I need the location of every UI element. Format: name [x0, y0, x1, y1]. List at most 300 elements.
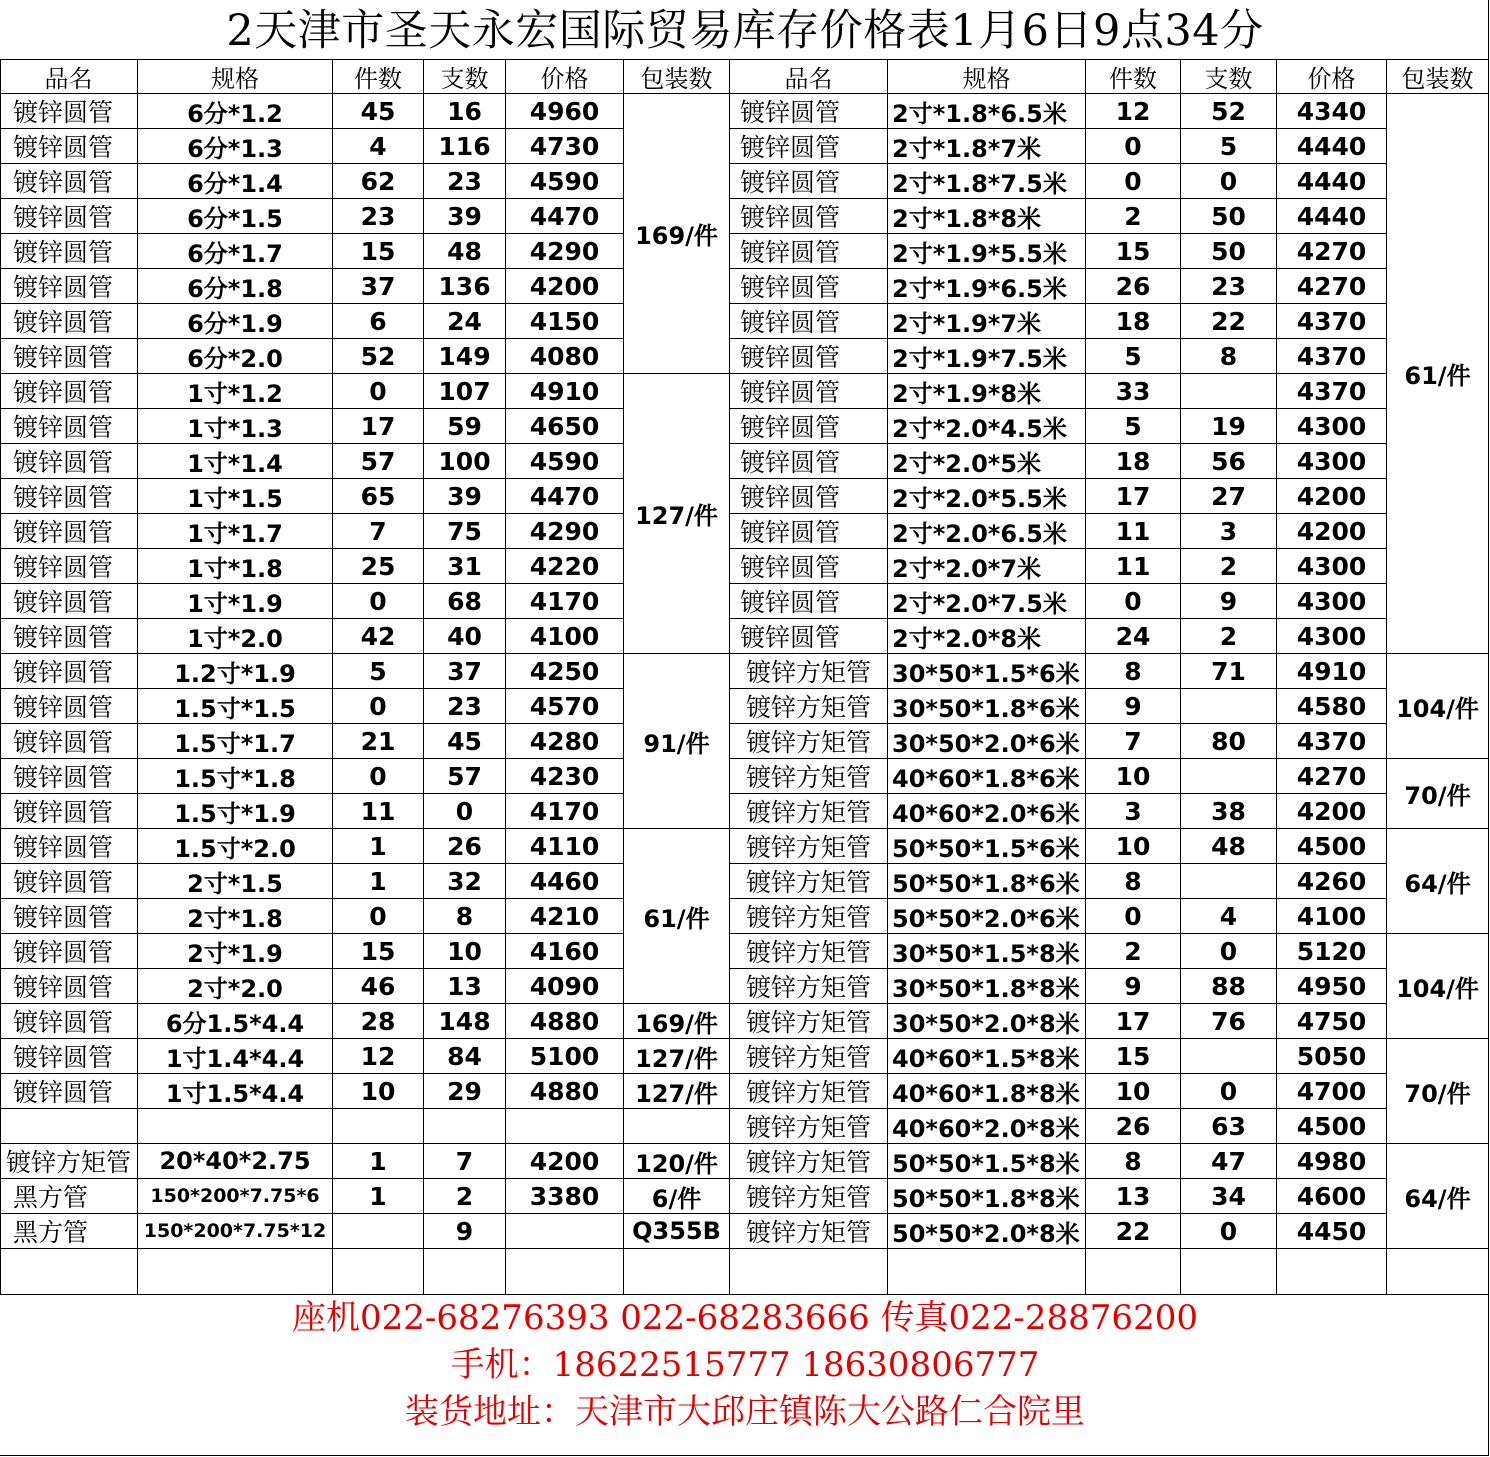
left-pack-count: 127/件 [624, 1039, 730, 1074]
right-stick-count: 88 [1181, 969, 1277, 1004]
right-piece-count: 13 [1086, 1179, 1181, 1214]
contact-footer [0, 1295, 1490, 1456]
left-piece-count: 65 [333, 479, 424, 514]
right-product-name: 镀锌方矩管 [730, 829, 888, 864]
right-piece-count: 15 [1086, 1039, 1181, 1074]
left-piece-count: 37 [333, 269, 424, 304]
left-product-name: 镀锌圆管 [0, 864, 138, 899]
empty-cell [1181, 1249, 1277, 1295]
header-left-stick-count: 支数 [424, 59, 506, 94]
left-price: 4210 [506, 899, 624, 934]
empty-cell [333, 1249, 424, 1295]
right-price: 4950 [1277, 969, 1387, 1004]
left-piece-count: 10 [333, 1074, 424, 1109]
left-product-name: 镀锌圆管 [0, 199, 138, 234]
left-piece-count: 17 [333, 409, 424, 444]
right-product-name: 镀锌圆管 [730, 304, 888, 339]
right-spec: 2寸*1.9*5.5米 [888, 234, 1086, 269]
left-stick-count: 59 [424, 409, 506, 444]
left-stick-count: 45 [424, 724, 506, 759]
right-stick-count: 50 [1181, 199, 1277, 234]
left-price: 4080 [506, 339, 624, 374]
right-piece-count: 8 [1086, 864, 1181, 899]
left-pack-count: Q355B [624, 1214, 730, 1249]
right-product-name: 镀锌方矩管 [730, 934, 888, 969]
right-stick-count: 0 [1181, 1074, 1277, 1109]
left-product-name: 镀锌圆管 [0, 94, 138, 129]
left-piece-count: 1 [333, 864, 424, 899]
left-pack-count: 127/件 [624, 374, 730, 654]
right-product-name: 镀锌圆管 [730, 339, 888, 374]
right-stick-count: 2 [1181, 549, 1277, 584]
right-product-name: 镀锌方矩管 [730, 864, 888, 899]
left-product-name: 镀锌圆管 [0, 304, 138, 339]
right-spec: 2寸*1.8*7.5米 [888, 164, 1086, 199]
left-pack-count: 91/件 [624, 654, 730, 829]
left-product-name: 镀锌圆管 [0, 619, 138, 654]
left-price: 4960 [506, 94, 624, 129]
left-pack-count: 127/件 [624, 1074, 730, 1109]
right-price: 4260 [1277, 864, 1387, 899]
right-price: 4450 [1277, 1214, 1387, 1249]
right-stick-count: 0 [1181, 1214, 1277, 1249]
right-product-name: 镀锌方矩管 [730, 899, 888, 934]
header-left-product-name: 品名 [0, 59, 138, 94]
right-price: 4270 [1277, 269, 1387, 304]
left-piece-count: 52 [333, 339, 424, 374]
right-piece-count: 10 [1086, 1074, 1181, 1109]
right-product-name: 镀锌方矩管 [730, 969, 888, 1004]
left-spec: 2寸*2.0 [138, 969, 333, 1004]
left-product-name: 镀锌圆管 [0, 584, 138, 619]
right-piece-count: 0 [1086, 129, 1181, 164]
right-product-name: 镀锌方矩管 [730, 759, 888, 794]
right-stick-count: 0 [1181, 934, 1277, 969]
right-spec: 50*50*2.0*8米 [888, 1214, 1086, 1249]
right-pack-count: 70/件 [1387, 759, 1489, 829]
right-stick-count: 38 [1181, 794, 1277, 829]
right-product-name: 镀锌圆管 [730, 269, 888, 304]
right-stick-count [1181, 689, 1277, 724]
right-price: 4370 [1277, 724, 1387, 759]
left-price: 3380 [506, 1179, 624, 1214]
right-price: 4370 [1277, 374, 1387, 409]
right-stick-count: 80 [1181, 724, 1277, 759]
right-product-name: 镀锌方矩管 [730, 1004, 888, 1039]
right-price: 4700 [1277, 1074, 1387, 1109]
left-product-name: 镀锌圆管 [0, 269, 138, 304]
right-product-name: 镀锌圆管 [730, 444, 888, 479]
right-spec: 2寸*2.0*6.5米 [888, 514, 1086, 549]
right-stick-count: 4 [1181, 899, 1277, 934]
left-piece-count: 25 [333, 549, 424, 584]
left-product-name: 镀锌圆管 [0, 339, 138, 374]
right-pack-count: 64/件 [1387, 1144, 1489, 1249]
left-product-name: 镀锌圆管 [0, 934, 138, 969]
right-stick-count: 8 [1181, 339, 1277, 374]
right-price: 4750 [1277, 1004, 1387, 1039]
right-piece-count: 15 [1086, 234, 1181, 269]
left-pack-count: 6/件 [624, 1179, 730, 1214]
left-stick-count: 68 [424, 584, 506, 619]
left-product-name: 镀锌圆管 [0, 479, 138, 514]
address-line: 装货地址：天津市大邱庄镇陈大公路仁合院里 [405, 1392, 1085, 1432]
right-price: 4300 [1277, 409, 1387, 444]
phone-fax-line: 座机022-68276393 022-68283666 传真022-28876200 [292, 1298, 1198, 1338]
right-piece-count: 11 [1086, 549, 1181, 584]
left-price: 4280 [506, 724, 624, 759]
left-product-name: 镀锌圆管 [0, 444, 138, 479]
left-spec: 1寸*1.5 [138, 479, 333, 514]
header-left-price: 价格 [506, 59, 624, 94]
right-piece-count: 2 [1086, 199, 1181, 234]
right-price: 4980 [1277, 1144, 1387, 1179]
left-stick-count: 24 [424, 304, 506, 339]
left-price: 4470 [506, 479, 624, 514]
left-spec: 20*40*2.75 [138, 1144, 333, 1179]
left-stick-count: 148 [424, 1004, 506, 1039]
right-pack-count: 64/件 [1387, 829, 1489, 934]
left-stick-count: 107 [424, 374, 506, 409]
right-piece-count: 24 [1086, 619, 1181, 654]
left-price: 4170 [506, 584, 624, 619]
left-stick-count: 84 [424, 1039, 506, 1074]
empty-cell [506, 1249, 624, 1295]
left-product-name: 镀锌圆管 [0, 654, 138, 689]
left-spec: 150*200*7.75*6 [138, 1179, 333, 1214]
left-product-name: 镀锌圆管 [0, 899, 138, 934]
right-price: 4200 [1277, 479, 1387, 514]
left-price: 4250 [506, 654, 624, 689]
left-piece-count: 42 [333, 619, 424, 654]
right-spec: 2寸*1.9*8米 [888, 374, 1086, 409]
left-spec: 1寸*1.8 [138, 549, 333, 584]
left-stick-count: 40 [424, 619, 506, 654]
left-spec: 1寸*1.9 [138, 584, 333, 619]
right-product-name: 镀锌圆管 [730, 129, 888, 164]
right-price: 4300 [1277, 549, 1387, 584]
left-piece-count: 12 [333, 1039, 424, 1074]
right-product-name: 镀锌方矩管 [730, 1144, 888, 1179]
left-piece-count: 0 [333, 584, 424, 619]
left-spec: 1.5寸*1.9 [138, 794, 333, 829]
left-price: 4290 [506, 514, 624, 549]
right-product-name: 镀锌方矩管 [730, 654, 888, 689]
left-stick-count: 29 [424, 1074, 506, 1109]
price-table [0, 59, 1489, 1295]
left-piece-count: 11 [333, 794, 424, 829]
right-stick-count: 63 [1181, 1109, 1277, 1144]
right-spec: 30*50*2.0*8米 [888, 1004, 1086, 1039]
right-price: 4200 [1277, 794, 1387, 829]
left-price: 4590 [506, 164, 624, 199]
left-spec: 1寸*1.3 [138, 409, 333, 444]
left-product-name: 镀锌圆管 [0, 794, 138, 829]
left-piece-count: 1 [333, 1179, 424, 1214]
left-piece-count: 28 [333, 1004, 424, 1039]
left-spec: 6分*1.4 [138, 164, 333, 199]
right-price: 4600 [1277, 1179, 1387, 1214]
left-price: 4220 [506, 549, 624, 584]
right-price: 4300 [1277, 619, 1387, 654]
left-piece-count: 62 [333, 164, 424, 199]
left-piece-count: 57 [333, 444, 424, 479]
right-stick-count: 22 [1181, 304, 1277, 339]
right-price: 4300 [1277, 584, 1387, 619]
right-product-name: 镀锌圆管 [730, 374, 888, 409]
left-spec: 1.5寸*1.5 [138, 689, 333, 724]
right-price: 4270 [1277, 759, 1387, 794]
right-price: 4500 [1277, 829, 1387, 864]
left-stick-count: 149 [424, 339, 506, 374]
left-stick-count: 16 [424, 94, 506, 129]
right-product-name: 镀锌圆管 [730, 619, 888, 654]
right-stick-count: 27 [1181, 479, 1277, 514]
right-spec: 2寸*1.9*7米 [888, 304, 1086, 339]
left-product-name: 镀锌圆管 [0, 759, 138, 794]
empty-cell [730, 1249, 888, 1295]
mobile-line: 手机：18622515777 18630806777 [450, 1345, 1040, 1385]
left-piece-count: 1 [333, 829, 424, 864]
left-product-name: 镀锌圆管 [0, 374, 138, 409]
left-pack-count: 61/件 [624, 829, 730, 1004]
right-pack-count: 104/件 [1387, 934, 1489, 1039]
left-spec: 1.5寸*2.0 [138, 829, 333, 864]
page-title: 2天津市圣天永宏国际贸易库存价格表1月6日9点34分 [226, 6, 1264, 56]
header-right-price: 价格 [1277, 59, 1387, 94]
left-spec: 6分*1.9 [138, 304, 333, 339]
left-product-name: 镀锌圆管 [0, 1004, 138, 1039]
left-stick-count: 31 [424, 549, 506, 584]
left-product-name: 镀锌圆管 [0, 129, 138, 164]
left-stick-count: 8 [424, 899, 506, 934]
header-right-stick-count: 支数 [1181, 59, 1277, 94]
right-pack-count: 61/件 [1387, 94, 1489, 654]
left-stick-count: 37 [424, 654, 506, 689]
right-spec: 2寸*1.8*7米 [888, 129, 1086, 164]
left-price: 4470 [506, 199, 624, 234]
empty-cell [888, 1249, 1086, 1295]
left-spec: 6分*1.5 [138, 199, 333, 234]
left-piece-count: 45 [333, 94, 424, 129]
right-pack-count: 70/件 [1387, 1039, 1489, 1144]
right-spec: 2寸*2.0*5.5米 [888, 479, 1086, 514]
header-left-piece-count: 件数 [333, 59, 424, 94]
right-product-name: 镀锌方矩管 [730, 794, 888, 829]
left-spec: 1.5寸*1.8 [138, 759, 333, 794]
left-stick-count: 100 [424, 444, 506, 479]
right-spec: 40*60*2.0*6米 [888, 794, 1086, 829]
header-right-pack-count: 包装数 [1387, 59, 1489, 94]
right-stick-count: 2 [1181, 619, 1277, 654]
left-spec: 1寸1.4*4.4 [138, 1039, 333, 1074]
right-piece-count: 9 [1086, 689, 1181, 724]
left-piece-count: 0 [333, 689, 424, 724]
left-stick-count: 116 [424, 129, 506, 164]
right-price: 4440 [1277, 129, 1387, 164]
right-product-name: 镀锌方矩管 [730, 724, 888, 759]
right-spec: 40*60*2.0*8米 [888, 1109, 1086, 1144]
right-piece-count: 0 [1086, 584, 1181, 619]
left-product-name: 镀锌圆管 [0, 549, 138, 584]
left-pack-count: 120/件 [624, 1144, 730, 1179]
right-stick-count: 34 [1181, 1179, 1277, 1214]
right-spec: 40*60*1.8*8米 [888, 1074, 1086, 1109]
right-product-name: 镀锌方矩管 [730, 1074, 888, 1109]
left-product-name: 镀锌圆管 [0, 689, 138, 724]
right-stick-count [1181, 759, 1277, 794]
left-stick-count: 75 [424, 514, 506, 549]
left-stick-count: 39 [424, 199, 506, 234]
left-spec: 2寸*1.8 [138, 899, 333, 934]
right-spec: 2寸*1.8*8米 [888, 199, 1086, 234]
left-product-name: 镀锌圆管 [0, 724, 138, 759]
left-spec: 6分1.5*4.4 [138, 1004, 333, 1039]
left-piece-count [333, 1214, 424, 1249]
left-piece-count: 6 [333, 304, 424, 339]
left-price [506, 1109, 624, 1144]
right-product-name: 镀锌方矩管 [730, 689, 888, 724]
right-piece-count: 9 [1086, 969, 1181, 1004]
left-spec: 1寸*2.0 [138, 619, 333, 654]
left-piece-count: 15 [333, 934, 424, 969]
right-piece-count: 33 [1086, 374, 1181, 409]
left-piece-count: 46 [333, 969, 424, 1004]
left-piece-count: 0 [333, 374, 424, 409]
right-piece-count: 0 [1086, 164, 1181, 199]
right-stick-count: 23 [1181, 269, 1277, 304]
right-product-name: 镀锌圆管 [730, 409, 888, 444]
left-spec: 6分*1.8 [138, 269, 333, 304]
right-stick-count: 50 [1181, 234, 1277, 269]
left-spec: 6分*1.2 [138, 94, 333, 129]
left-spec: 1寸*1.7 [138, 514, 333, 549]
left-product-name: 镀锌圆管 [0, 164, 138, 199]
left-stick-count: 32 [424, 864, 506, 899]
left-spec: 1寸1.5*4.4 [138, 1074, 333, 1109]
left-pack-count: 169/件 [624, 1004, 730, 1039]
left-price: 4230 [506, 759, 624, 794]
left-stick-count: 23 [424, 164, 506, 199]
right-product-name: 镀锌方矩管 [730, 1214, 888, 1249]
left-price: 4880 [506, 1074, 624, 1109]
left-product-name: 镀锌圆管 [0, 409, 138, 444]
left-stick-count: 57 [424, 759, 506, 794]
right-spec: 50*50*1.8*8米 [888, 1179, 1086, 1214]
header-right-spec: 规格 [888, 59, 1086, 94]
left-piece-count: 23 [333, 199, 424, 234]
right-spec: 2寸*1.9*6.5米 [888, 269, 1086, 304]
right-stick-count: 71 [1181, 654, 1277, 689]
right-price: 4440 [1277, 199, 1387, 234]
right-piece-count: 7 [1086, 724, 1181, 759]
right-piece-count: 26 [1086, 1109, 1181, 1144]
empty-cell [0, 1249, 138, 1295]
right-spec: 50*50*1.8*6米 [888, 864, 1086, 899]
right-piece-count: 3 [1086, 794, 1181, 829]
right-piece-count: 26 [1086, 269, 1181, 304]
right-stick-count: 0 [1181, 164, 1277, 199]
right-stick-count: 48 [1181, 829, 1277, 864]
left-piece-count: 5 [333, 654, 424, 689]
header-right-product-name: 品名 [730, 59, 888, 94]
right-pack-count: 104/件 [1387, 654, 1489, 759]
right-price: 4270 [1277, 234, 1387, 269]
header-left-pack-count: 包装数 [624, 59, 730, 94]
left-piece-count: 4 [333, 129, 424, 164]
right-spec: 40*60*1.5*8米 [888, 1039, 1086, 1074]
left-product-name: 镀锌圆管 [0, 514, 138, 549]
left-spec [138, 1109, 333, 1144]
left-price: 4590 [506, 444, 624, 479]
left-spec: 1.2寸*1.9 [138, 654, 333, 689]
right-price: 4300 [1277, 444, 1387, 479]
left-spec: 1.5寸*1.7 [138, 724, 333, 759]
left-piece-count: 1 [333, 1144, 424, 1179]
right-price: 4200 [1277, 514, 1387, 549]
left-piece-count: 15 [333, 234, 424, 269]
left-spec: 1寸*1.2 [138, 374, 333, 409]
right-stick-count: 9 [1181, 584, 1277, 619]
left-stick-count: 7 [424, 1144, 506, 1179]
right-piece-count: 17 [1086, 479, 1181, 514]
right-piece-count: 2 [1086, 934, 1181, 969]
left-product-name: 镀锌圆管 [0, 969, 138, 1004]
left-stick-count: 23 [424, 689, 506, 724]
left-product-name: 镀锌圆管 [0, 1039, 138, 1074]
left-price: 4170 [506, 794, 624, 829]
right-product-name: 镀锌圆管 [730, 584, 888, 619]
left-stick-count: 39 [424, 479, 506, 514]
right-piece-count: 17 [1086, 1004, 1181, 1039]
right-spec: 30*50*1.5*8米 [888, 934, 1086, 969]
left-price: 4200 [506, 1144, 624, 1179]
empty-cell [424, 1249, 506, 1295]
right-price: 4580 [1277, 689, 1387, 724]
left-piece-count [333, 1109, 424, 1144]
right-product-name: 镀锌圆管 [730, 199, 888, 234]
left-price: 4090 [506, 969, 624, 1004]
left-price: 4100 [506, 619, 624, 654]
empty-cell [138, 1249, 333, 1295]
empty-cell [1387, 1249, 1489, 1295]
right-stick-count: 76 [1181, 1004, 1277, 1039]
left-product-name: 镀锌圆管 [0, 234, 138, 269]
right-stick-count: 52 [1181, 94, 1277, 129]
right-price: 4370 [1277, 339, 1387, 374]
right-spec: 2寸*2.0*5米 [888, 444, 1086, 479]
left-stick-count: 136 [424, 269, 506, 304]
left-price: 4650 [506, 409, 624, 444]
right-price: 4100 [1277, 899, 1387, 934]
right-product-name: 镀锌圆管 [730, 164, 888, 199]
left-stick-count: 26 [424, 829, 506, 864]
right-product-name: 镀锌圆管 [730, 514, 888, 549]
left-price: 4460 [506, 864, 624, 899]
empty-cell [1086, 1249, 1181, 1295]
right-spec: 2寸*1.8*6.5米 [888, 94, 1086, 129]
right-piece-count: 11 [1086, 514, 1181, 549]
left-price: 4290 [506, 234, 624, 269]
left-product-name: 镀锌圆管 [0, 829, 138, 864]
right-stick-count: 5 [1181, 129, 1277, 164]
left-spec: 150*200*7.75*12 [138, 1214, 333, 1249]
left-spec: 2寸*1.5 [138, 864, 333, 899]
right-product-name: 镀锌圆管 [730, 234, 888, 269]
right-piece-count: 22 [1086, 1214, 1181, 1249]
right-piece-count: 0 [1086, 899, 1181, 934]
right-product-name: 镀锌圆管 [730, 549, 888, 584]
